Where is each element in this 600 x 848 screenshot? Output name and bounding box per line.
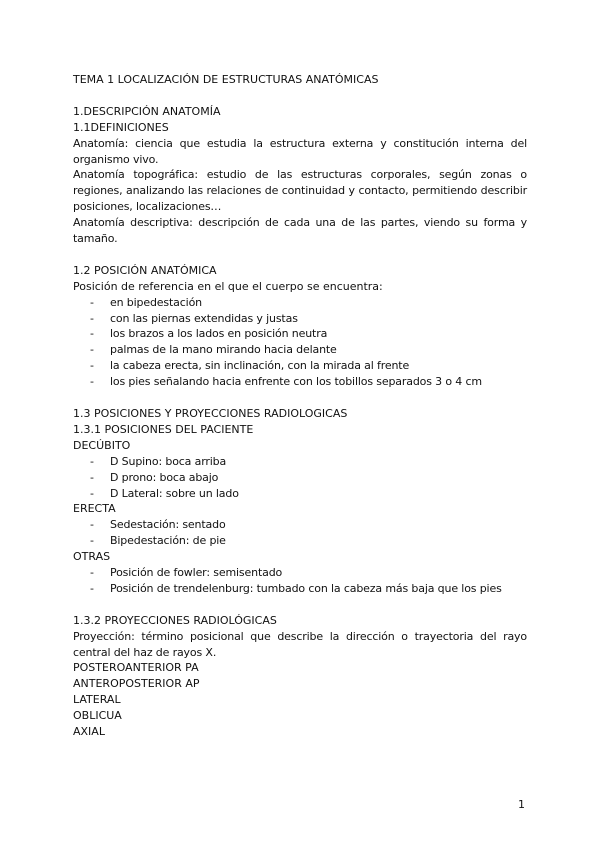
projection-item: AXIAL [73, 725, 105, 739]
group-label-erecta: ERECTA [73, 502, 116, 516]
otras-list [73, 565, 527, 597]
posicion-anatomica-list [73, 295, 527, 390]
list-item-text: D Lateral: sobre un lado [110, 486, 239, 500]
group-label-otras: OTRAS [73, 550, 111, 564]
list-item-text: D prono: boca abajo [110, 470, 219, 484]
projection-item: POSTEROANTERIOR PA [73, 661, 199, 675]
dash-marker: - [90, 343, 94, 357]
list-item [73, 533, 527, 549]
dash-marker: - [90, 311, 94, 325]
definition-proyeccion: Proyección: término posicional que describe la dirección o trayectoria del rayo central del haz de rayos X. [73, 629, 527, 659]
subheading-definiciones: 1.1DEFINICIONES [73, 120, 169, 134]
section-heading-descripcion: 1.DESCRIPCIÓN ANATOMÍA [73, 104, 221, 118]
list-item-text: la cabeza erecta, sin inclinación, con la mirada al frente [110, 359, 410, 373]
list-item [73, 326, 527, 342]
definition-anatomia: Anatomía: ciencia que estudia la estructura externa y constitución interna del organismo vivo. [73, 136, 527, 166]
dash-marker: - [90, 295, 94, 309]
section-heading-posiciones-proyecciones: 1.3 POSICIONES Y PROYECCIONES RADIOLOGICAS [73, 406, 348, 420]
posicion-intro: Posición de referencia en el que el cuerpo se encuentra: [73, 279, 383, 293]
projection-item: ANTEROPOSTERIOR AP [73, 677, 200, 691]
section-heading-posicion-anatomica: 1.2 POSICIÓN ANATÓMICA [73, 263, 217, 277]
list-item [73, 517, 527, 533]
dash-marker: - [90, 327, 94, 341]
projection-item: LATERAL [73, 693, 121, 707]
dash-marker: - [90, 581, 94, 595]
dash-marker: - [90, 486, 94, 500]
spacer [73, 247, 527, 263]
definition-anatomia-topografica: Anatomía topográfica: estudio de las estructuras corporales, según zonas o regiones, analizando las relaciones de continuidad y contacto, permitiendo describir posiciones, localizaciones… [73, 168, 527, 214]
list-item-text: palmas de la mano mirando hacia delante [110, 343, 337, 357]
list-item [73, 358, 527, 374]
spacer [73, 88, 527, 104]
list-item-text: Bipedestación: de pie [110, 534, 226, 548]
list-item [73, 486, 527, 502]
definition-anatomia-descriptiva: Anatomía descriptiva: descripción de cada una de las partes, viendo su forma y tamaño. [73, 216, 527, 246]
dash-marker: - [90, 534, 94, 548]
list-item-text: Posición de trendelenburg: tumbado con la cabeza más baja que los pies [110, 581, 502, 595]
dash-marker: - [90, 359, 94, 373]
list-item-text: en bipedestación [110, 295, 202, 309]
document-page [73, 72, 527, 740]
subheading-posiciones-paciente: 1.3.1 POSICIONES DEL PACIENTE [73, 422, 254, 436]
dash-marker: - [90, 375, 94, 389]
list-item-text: los pies señalando hacia enfrente con los tobillos separados 3 o 4 cm [110, 375, 482, 389]
page-number: 1 [518, 798, 525, 811]
list-item [73, 342, 527, 358]
decubito-list [73, 454, 527, 502]
erecta-list [73, 517, 527, 549]
spacer [73, 597, 527, 613]
list-item-text: Posición de fowler: semisentado [110, 566, 283, 580]
list-item [73, 374, 527, 390]
dash-marker: - [90, 566, 94, 580]
list-item [73, 581, 527, 597]
spacer [73, 390, 527, 406]
projection-item: OBLICUA [73, 709, 122, 723]
list-item-text: los brazos a los lados en posición neutra [110, 327, 328, 341]
list-item [73, 295, 527, 311]
list-item [73, 565, 527, 581]
dash-marker: - [90, 454, 94, 468]
dash-marker: - [90, 470, 94, 484]
group-label-decubito: DECÚBITO [73, 438, 131, 452]
list-item-text: con las piernas extendidas y justas [110, 311, 298, 325]
list-item [73, 470, 527, 486]
document-title: TEMA 1 LOCALIZACIÓN DE ESTRUCTURAS ANATÓMICAS [73, 73, 379, 86]
subheading-proyecciones-radiologicas: 1.3.2 PROYECCIONES RADIOLÓGICAS [73, 613, 277, 627]
dash-marker: - [90, 518, 94, 532]
list-item-text: Sedestación: sentado [110, 518, 226, 532]
list-item-text: D Supino: boca arriba [110, 454, 227, 468]
list-item [73, 454, 527, 470]
list-item [73, 311, 527, 327]
